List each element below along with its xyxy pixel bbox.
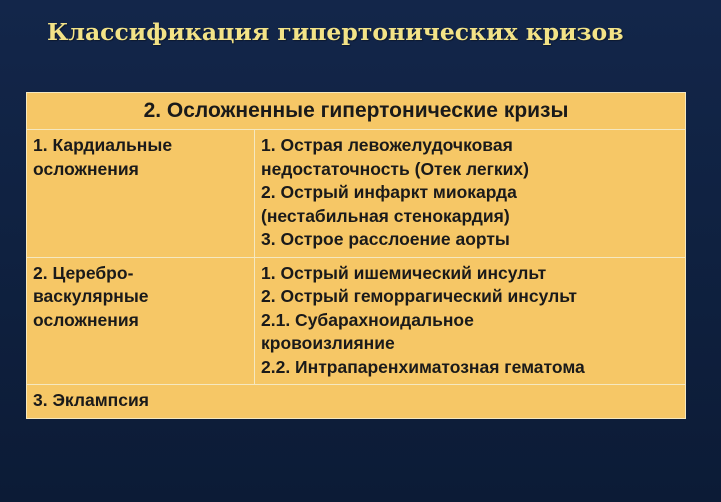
list-item: 2.2. Интрапаренхиматозная гематома <box>261 356 585 377</box>
category-line: 1. Кардиальные <box>33 135 173 155</box>
slide-title: Классификация гипертонических кризов <box>47 18 624 46</box>
list-item: 2.1. Субарахноидальное <box>261 309 474 330</box>
category-line: осложнения <box>33 309 139 330</box>
list-item: 1. Острый ишемический инсульт <box>261 262 547 283</box>
list-item: 2. Острый инфаркт миокарда <box>261 182 517 202</box>
list-item: 2. Острый геморрагический инсульт <box>261 286 577 306</box>
table-footer: 3. Эклампсия <box>27 385 686 419</box>
table-footer-row <box>27 385 686 419</box>
category-line: осложнения <box>33 158 139 179</box>
list-item: 3. Острое расслоение аорты <box>261 229 510 249</box>
table-header: 2. Осложненные гипертонические кризы <box>27 93 686 130</box>
category-cell-cardiac <box>27 130 255 258</box>
items-cell-cardiac <box>255 130 686 258</box>
list-item: кровоизлияние <box>261 333 395 353</box>
list-item: (нестабильная стенокардия) <box>261 205 510 226</box>
category-line: 2. Церебро- <box>33 262 134 283</box>
list-item: 1. Острая левожелудочковая <box>261 135 513 155</box>
table-row-cerebrovascular <box>27 257 686 385</box>
table-row-cardiac <box>27 130 686 258</box>
category-cell-cerebrovascular <box>27 257 255 385</box>
items-cell-cerebrovascular <box>255 257 686 385</box>
table-header-row <box>27 93 686 130</box>
list-item: недостаточность (Отек легких) <box>261 158 529 179</box>
classification-table <box>26 92 686 419</box>
category-line: васкулярные <box>33 286 149 306</box>
